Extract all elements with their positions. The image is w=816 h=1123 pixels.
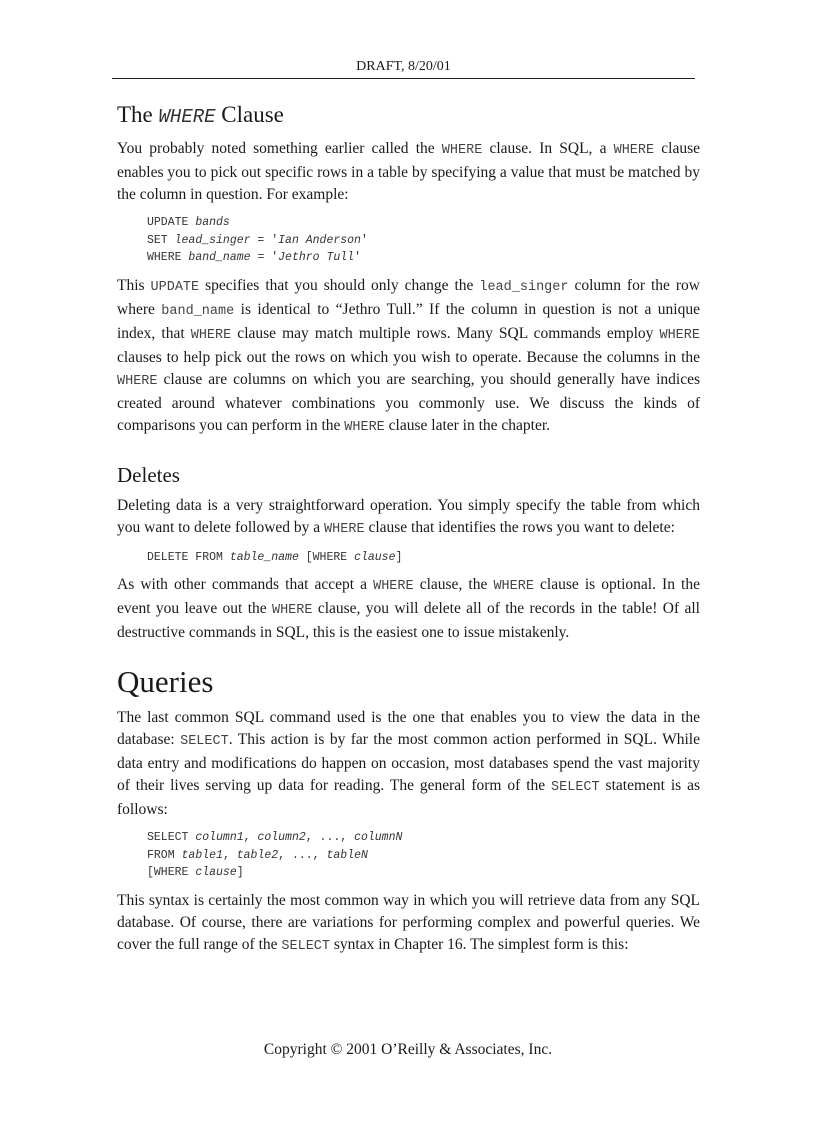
section-title-where-clause [117,100,700,132]
inline-code: SELECT [281,938,331,954]
inline-code: WHERE [190,327,232,343]
code-block-update: UPDATE bands SET lead_singer = 'Ian Anderson' WHERE band_name = 'Jethro Tull' [147,216,368,264]
page-content [117,100,700,958]
where-paragraph-2: This UPDATE specifies that you should only change the lead_singer column for the row where band_name is identical to “Jethro Tull.” If the column in question is not a unique index, that WHERE clause may match multiple rows. Many SQL commands employ WHERE clauses to help pick out the rows on which you wish to operate. Because the columns in the WHERE clause are columns on which you are searching, you should generally have indices created around whatever combinations you commonly use. We discuss the kinds of comparisons you can perform in the WHERE clause later in the chapter. [117,276,700,435]
inline-code: band_name [161,303,235,319]
inline-code: SELECT [180,734,229,749]
queries-paragraph-2: This syntax is certainly the most common way in which you will retrieve data from any SQL database. Of course, there are variations for performing complex and powerful queries. We cover the full range of the SELECT syntax in Chapter 16. The simplest form is this: [117,891,700,954]
section-title-deletes: Deletes [117,462,180,487]
inline-code: WHERE [613,143,655,158]
title-keyword: WHERE [158,106,216,128]
text: clause. In SQL, a [482,140,614,157]
deletes-paragraph-2: As with other commands that accept a WHERE clause, the WHERE clause is optional. In the event you leave out the WHERE clause, you will delete all of the records in the table! Of all destructive commands in SQL, this is the easiest one to issue mistakenly. [117,576,700,641]
section-title-queries: Queries [117,664,214,699]
inline-code: WHERE [373,579,414,594]
title-post: Clause [215,102,284,127]
title-pre: The [117,102,159,127]
inline-code: WHERE [324,521,365,537]
queries-paragraph-1: The last common SQL command used is the one that enables you to view the data in the database: SELECT. This action is by far the most common action performed in SQL. While data entry and modifications do happen on occasion, most databases spend the vast majority of their lives serving up data for reading. The general form of the SELECT statement is as follows: [117,709,700,818]
inline-code: UPDATE [150,279,200,295]
inline-code: WHERE [441,143,483,158]
inline-code: WHERE [271,603,313,618]
inline-code: SELECT [551,780,600,795]
inline-code: WHERE [659,327,700,343]
deletes-paragraph-1: Deleting data is a very straightforward operation. You simply specify the table from which you want to delete followed by a WHERE clause that identifies the rows you want to delete: [117,496,700,537]
code-block-delete: DELETE FROM table_name [WHERE clause] [147,550,403,564]
text: clause enables you to pick out specific rows in a table by specifying a value that must be matched by the column in question. For example: [117,140,700,203]
inline-code: WHERE [493,579,534,594]
inline-code: WHERE [344,419,385,435]
where-paragraph-1 [117,138,700,206]
inline-code: WHERE [117,373,158,389]
page-footer: Copyright © 2001 O’Reilly & Associates, Inc. [263,1041,553,1058]
inline-code: lead_singer [479,279,569,295]
text: You probably noted something earlier called the [117,140,442,157]
page-header: DRAFT, 8/20/01 [112,59,695,79]
code-block-select: SELECT column1, column2, ..., columnN FROM table1, table2, ..., tableN [WHERE clause] [147,831,403,879]
